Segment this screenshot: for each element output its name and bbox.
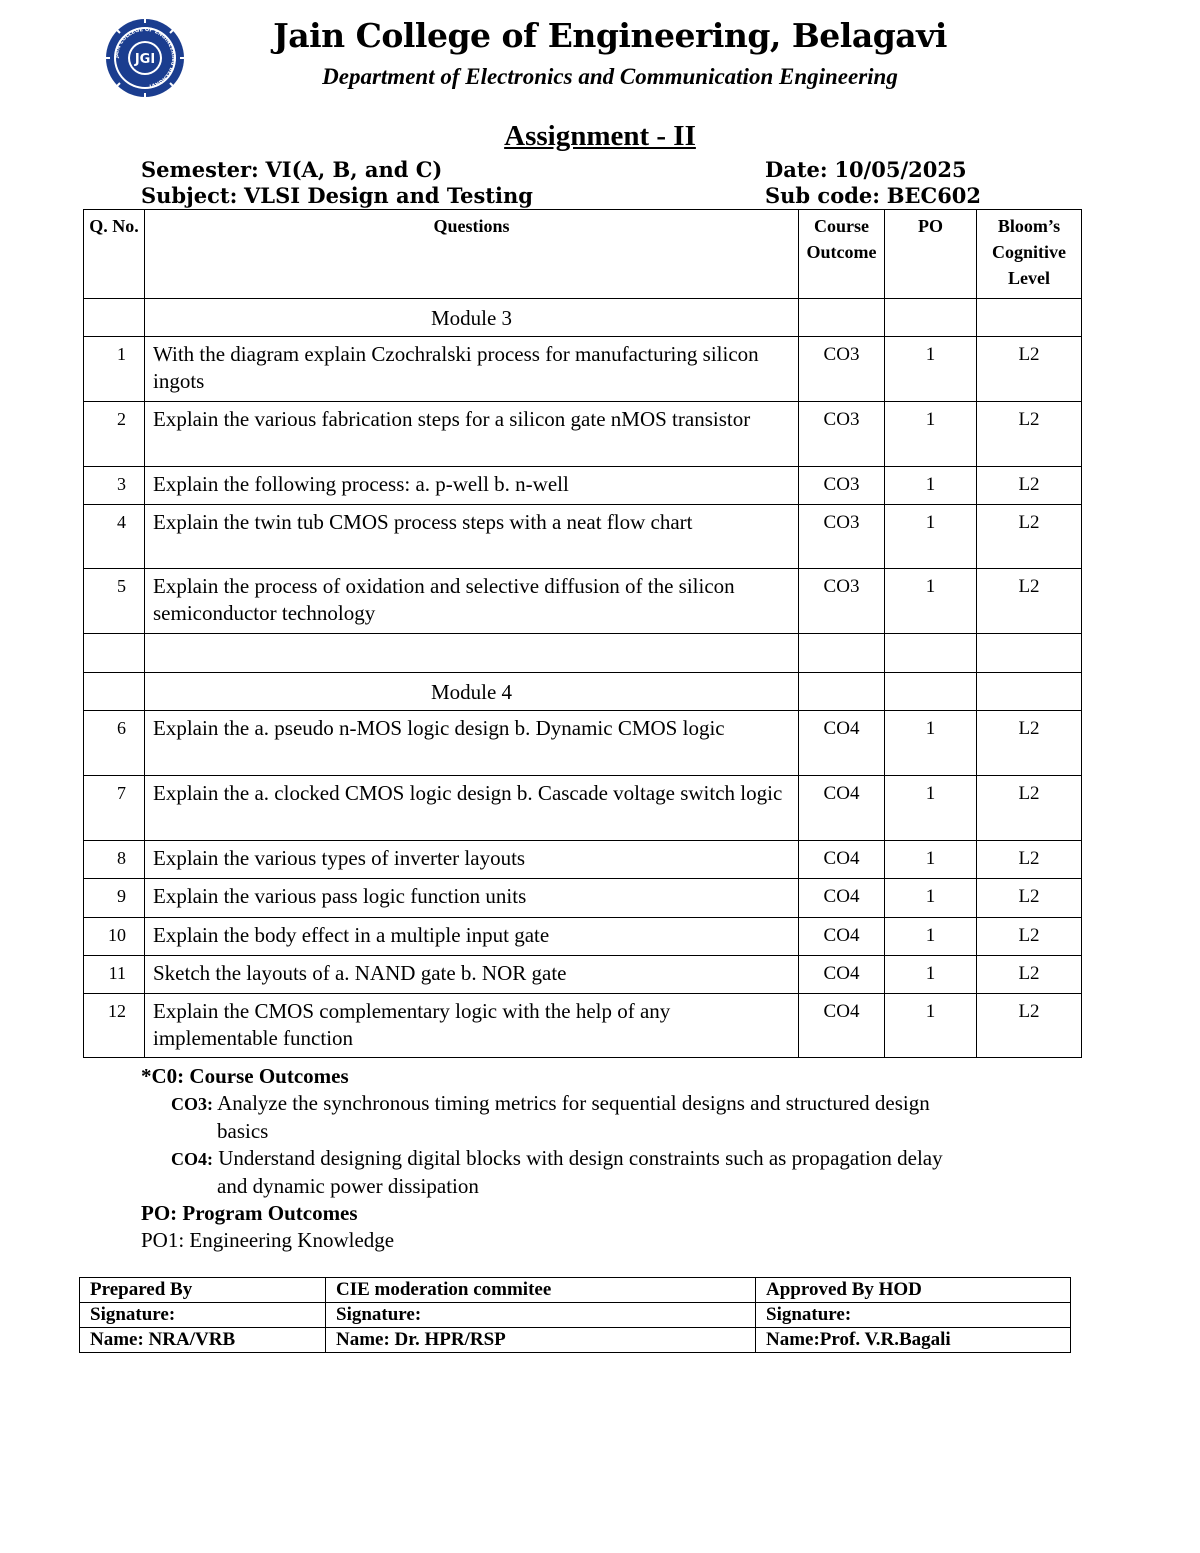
date-label: Date: bbox=[765, 157, 828, 182]
signature-field: Signature: bbox=[756, 1303, 1071, 1328]
question-text: Explain the body effect in a multiple input gate bbox=[145, 918, 799, 956]
po-value: 1 bbox=[885, 776, 977, 841]
course-outcome: CO3 bbox=[799, 467, 885, 505]
bloom-level: L2 bbox=[977, 711, 1082, 776]
po-value: 1 bbox=[885, 337, 977, 402]
table-row bbox=[84, 505, 1082, 569]
question-text: Explain the a. clocked CMOS logic design b. Cascade voltage switch logic bbox=[145, 776, 799, 841]
question-text: Explain the CMOS complementary logic with the help of any implementable function bbox=[145, 994, 799, 1058]
co4-continuation: and dynamic power dissipation bbox=[217, 1174, 479, 1198]
question-number: 12 bbox=[84, 994, 145, 1058]
subject-label: Subject: bbox=[141, 183, 238, 208]
cie-committee-label: CIE moderation commitee bbox=[326, 1278, 756, 1303]
table-row bbox=[84, 776, 1082, 841]
co3-text: Analyze the synchronous timing metrics for sequential designs and structured design bbox=[217, 1091, 930, 1115]
signature-row bbox=[80, 1328, 1071, 1353]
module-row bbox=[84, 299, 1082, 337]
college-name: Jain College of Engineering, Belagavi bbox=[273, 16, 947, 55]
bloom-level: L2 bbox=[977, 776, 1082, 841]
bloom-level: L2 bbox=[977, 841, 1082, 879]
college-logo bbox=[104, 17, 186, 99]
po-value: 1 bbox=[885, 879, 977, 918]
bloom-level: L2 bbox=[977, 956, 1082, 994]
date-value: 10/05/2025 bbox=[834, 157, 967, 182]
table-header-row bbox=[84, 210, 1082, 299]
question-text: Sketch the layouts of a. NAND gate b. NOR gate bbox=[145, 956, 799, 994]
bloom-level: L2 bbox=[977, 402, 1082, 467]
assignment-title: Assignment - II bbox=[504, 120, 696, 152]
co4-text: Understand designing digital blocks with design constraints such as propagation delay bbox=[218, 1146, 943, 1170]
po1-text: PO1: Engineering Knowledge bbox=[141, 1228, 395, 1252]
empty-row bbox=[84, 634, 1082, 673]
bloom-level: L2 bbox=[977, 918, 1082, 956]
table-row bbox=[84, 467, 1082, 505]
questions-table bbox=[83, 209, 1082, 1058]
table-row bbox=[84, 956, 1082, 994]
course-outcome: CO3 bbox=[799, 569, 885, 634]
co3-note bbox=[141, 1090, 943, 1145]
table-row bbox=[84, 918, 1082, 956]
outcomes-notes bbox=[141, 1063, 943, 1254]
name-hod: Name:Prof. V.R.Bagali bbox=[756, 1328, 1071, 1353]
semester-label: Semester: bbox=[141, 157, 259, 182]
semester-value: VI(A, B, and C) bbox=[265, 157, 443, 182]
course-outcome: CO4 bbox=[799, 994, 885, 1058]
subject-value: VLSI Design and Testing bbox=[244, 183, 533, 208]
question-number: 8 bbox=[84, 841, 145, 879]
course-outcome: CO3 bbox=[799, 402, 885, 467]
bloom-level: L2 bbox=[977, 994, 1082, 1058]
question-number: 1 bbox=[84, 337, 145, 402]
question-text: Explain the process of oxidation and selective diffusion of the silicon semiconductor technology bbox=[145, 569, 799, 634]
course-outcome: CO3 bbox=[799, 505, 885, 569]
program-outcomes-heading: PO: Program Outcomes bbox=[141, 1201, 358, 1225]
course-outcome: CO4 bbox=[799, 879, 885, 918]
po-value: 1 bbox=[885, 467, 977, 505]
semester-line bbox=[141, 157, 442, 182]
co3-continuation: basics bbox=[217, 1119, 269, 1143]
header-po: PO bbox=[885, 210, 977, 299]
co4-note bbox=[141, 1145, 943, 1200]
question-number: 4 bbox=[84, 505, 145, 569]
course-outcome: CO3 bbox=[799, 337, 885, 402]
bloom-level: L2 bbox=[977, 569, 1082, 634]
question-number: 5 bbox=[84, 569, 145, 634]
po-value: 1 bbox=[885, 956, 977, 994]
header-questions: Questions bbox=[145, 210, 799, 299]
course-outcome: CO4 bbox=[799, 841, 885, 879]
module-4-label: Module 4 bbox=[145, 673, 799, 711]
question-text: With the diagram explain Czochralski process for manufacturing silicon ingots bbox=[145, 337, 799, 402]
signature-field: Signature: bbox=[326, 1303, 756, 1328]
module-row bbox=[84, 673, 1082, 711]
table-row bbox=[84, 994, 1082, 1058]
header-course-outcome: Course Outcome bbox=[799, 210, 885, 299]
question-number: 11 bbox=[84, 956, 145, 994]
module-3-label: Module 3 bbox=[145, 299, 799, 337]
po-value: 1 bbox=[885, 569, 977, 634]
table-row bbox=[84, 337, 1082, 402]
po-value: 1 bbox=[885, 994, 977, 1058]
course-outcome: CO4 bbox=[799, 918, 885, 956]
co4-code: CO4: bbox=[171, 1149, 213, 1169]
po-value: 1 bbox=[885, 711, 977, 776]
approved-by-label: Approved By HOD bbox=[756, 1278, 1071, 1303]
question-text: Explain the twin tub CMOS process steps with a neat flow chart bbox=[145, 505, 799, 569]
question-text: Explain the various types of inverter layouts bbox=[145, 841, 799, 879]
header-bloom-level: Bloom’s Cognitive Level bbox=[977, 210, 1082, 299]
course-outcome: CO4 bbox=[799, 776, 885, 841]
bloom-level: L2 bbox=[977, 337, 1082, 402]
question-text: Explain the various fabrication steps for a silicon gate nMOS transistor bbox=[145, 402, 799, 467]
course-outcomes-heading: *C0: Course Outcomes bbox=[141, 1064, 349, 1088]
question-number: 6 bbox=[84, 711, 145, 776]
svg-text:JAIN COLLEGE OF ENGINEERING BE: JAIN COLLEGE OF ENGINEERING BELAGAVI bbox=[113, 26, 177, 89]
po-value: 1 bbox=[885, 918, 977, 956]
signature-table bbox=[79, 1277, 1071, 1353]
po-value: 1 bbox=[885, 505, 977, 569]
signature-field: Signature: bbox=[80, 1303, 326, 1328]
question-number: 3 bbox=[84, 467, 145, 505]
bloom-level: L2 bbox=[977, 505, 1082, 569]
question-number: 2 bbox=[84, 402, 145, 467]
subcode-line bbox=[765, 183, 981, 208]
question-text: Explain the various pass logic function units bbox=[145, 879, 799, 918]
question-number: 10 bbox=[84, 918, 145, 956]
subcode-value: BEC602 bbox=[886, 183, 982, 208]
signature-row bbox=[80, 1303, 1071, 1328]
svg-text:JGI: JGI bbox=[134, 52, 156, 67]
table-row bbox=[84, 711, 1082, 776]
question-text: Explain the following process: a. p-well b. n-well bbox=[145, 467, 799, 505]
signature-row bbox=[80, 1278, 1071, 1303]
name-prepared: Name: NRA/VRB bbox=[80, 1328, 326, 1353]
name-cie: Name: Dr. HPR/RSP bbox=[326, 1328, 756, 1353]
question-number: 7 bbox=[84, 776, 145, 841]
table-row bbox=[84, 841, 1082, 879]
prepared-by-label: Prepared By bbox=[80, 1278, 326, 1303]
table-row bbox=[84, 569, 1082, 634]
table-row bbox=[84, 879, 1082, 918]
co3-code: CO3: bbox=[171, 1094, 213, 1114]
department-name: Department of Electronics and Communication Engineering bbox=[322, 64, 898, 89]
course-outcome: CO4 bbox=[799, 956, 885, 994]
po-value: 1 bbox=[885, 402, 977, 467]
course-outcome: CO4 bbox=[799, 711, 885, 776]
header-qno: Q. No. bbox=[84, 210, 145, 299]
date-line bbox=[765, 157, 967, 182]
bloom-level: L2 bbox=[977, 879, 1082, 918]
subcode-label: Sub code: bbox=[765, 183, 881, 208]
bloom-level: L2 bbox=[977, 467, 1082, 505]
subject-line bbox=[141, 183, 533, 208]
question-number: 9 bbox=[84, 879, 145, 918]
table-row bbox=[84, 402, 1082, 467]
question-text: Explain the a. pseudo n-MOS logic design b. Dynamic CMOS logic bbox=[145, 711, 799, 776]
po-value: 1 bbox=[885, 841, 977, 879]
